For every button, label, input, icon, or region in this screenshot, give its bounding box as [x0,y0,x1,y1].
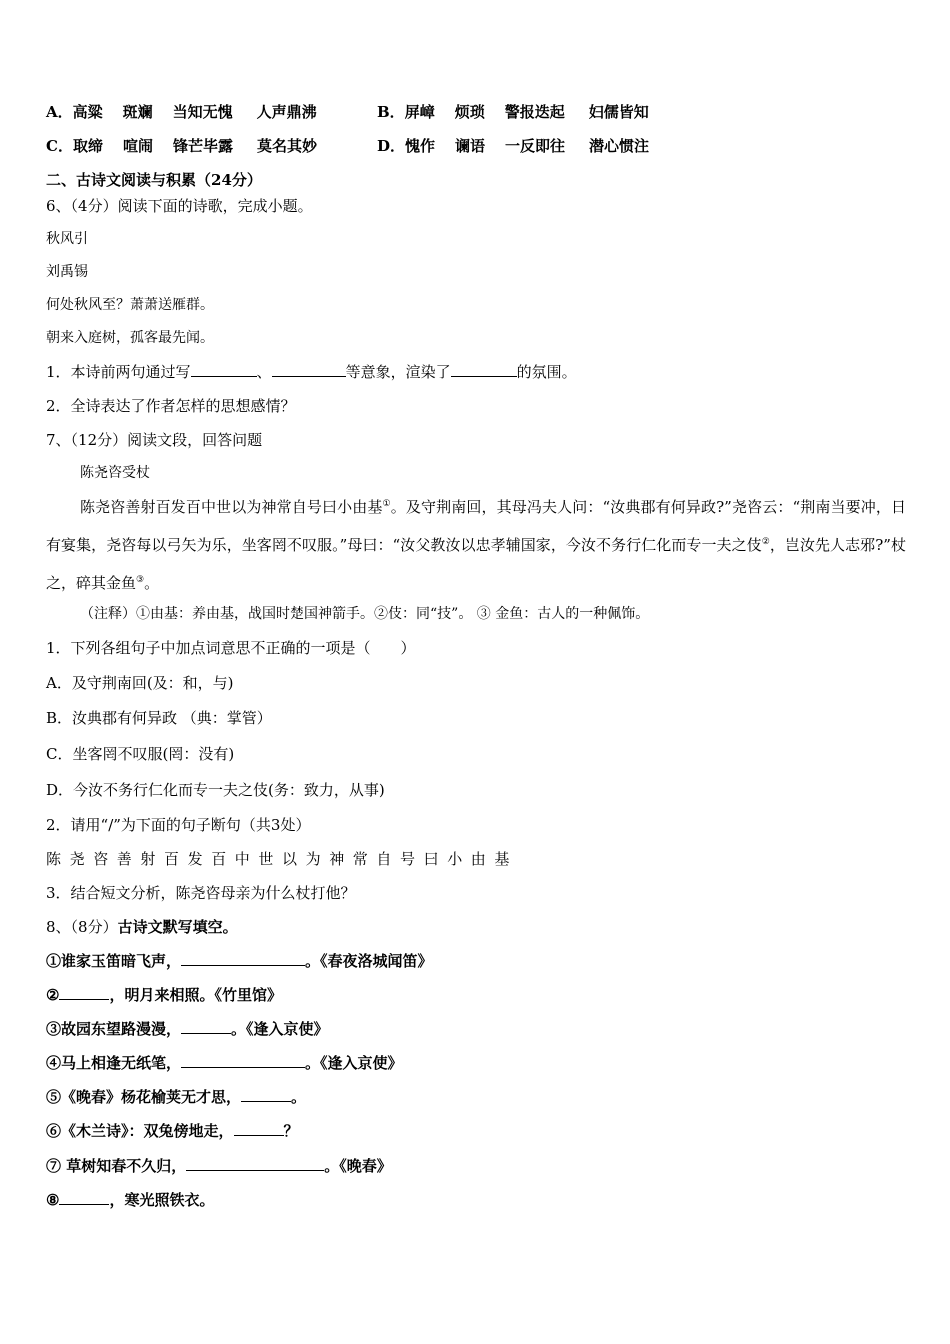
option-c-label: C． [46,137,73,155]
answer-blank[interactable] [59,985,109,1000]
recite-text: ⑤《晚春》杨花榆荚无才思， [46,1088,242,1106]
option-word: 当知无愧 [172,103,233,121]
recite-text: ？ [283,1122,299,1140]
footnote-marker: ② [761,537,770,547]
option-b [377,102,649,122]
answer-blank[interactable] [186,1156,324,1171]
q6-sub1 [46,362,577,382]
poem-line-2: 朝来入庭树，孤客最先闻。 [46,330,214,346]
recite-item-4 [46,1053,403,1073]
q6-sub1-sep: 、 [256,363,272,381]
q7-sentence: 陈尧咨善射百发百中世以为神常自号曰小由基 [46,850,519,868]
answer-blank[interactable] [241,1087,291,1102]
option-a-label: A． [46,103,73,121]
option-word: 高粱 [72,103,103,121]
recite-text: ，寒光照铁衣。 [109,1191,215,1209]
recite-item-7 [46,1156,392,1176]
q6-sub1-pre: 1．本诗前两句通过写 [46,363,191,381]
option-b-label: B． [377,103,405,121]
option-word: 斑斓 [122,103,153,121]
option-word: 烦琐 [454,103,485,121]
q6-sub2: 2．全诗表达了作者怎样的思想感情？ [46,397,296,415]
recite-text: ⑦ 草树知春不久归， [46,1157,187,1175]
recite-text: ④马上相逢无纸笔， [46,1054,182,1072]
passage-title: 陈尧咨受杖 [80,465,150,481]
recite-text: ⑧ [46,1191,60,1209]
recite-text: ③故园东望路漫漫， [46,1020,182,1038]
answer-blank[interactable] [181,1019,231,1034]
answer-blank[interactable] [234,1121,284,1136]
section-title: 二、古诗文阅读与积累（24分） [46,171,262,189]
passage-paragraph [46,488,906,602]
q7-option-a: A．及守荆南回(及：和，与) [46,674,234,692]
option-word: 人声鼎沸 [256,103,317,121]
recite-text: ② [46,986,60,1004]
poem-line-1: 何处秋风至？萧萧送雁群。 [46,297,214,313]
recite-text: 。 [291,1088,307,1106]
option-word: 警报迭起 [504,103,565,121]
q7-sub2: 2．请用“/”为下面的句子断句（共3处） [46,816,311,834]
option-word: 喧闹 [122,137,153,155]
option-word: 屏嶂 [404,103,435,121]
recite-item-1 [46,951,433,971]
option-word: 妇儒皆知 [588,103,649,121]
recite-text: 。《春夜洛城闻笛》 [305,952,433,970]
recite-item-2 [46,985,282,1005]
answer-blank[interactable] [272,362,346,377]
recite-item-5 [46,1087,306,1107]
recite-text: ，明月来相照。《竹里馆》 [109,986,282,1004]
answer-blank[interactable] [181,1053,305,1068]
recite-text: 。《逢入京使》 [231,1020,329,1038]
q7-sub1: 1．下列各组句子中加点词意思不正确的一项是（ ） [46,639,416,657]
passage-text: 。及守荆南回，其母冯夫人问：“汝典郡有何异政?”尧咨云：“荆南当要冲，日有宴集，尧咨每以弓矢为乐，坐客罔不叹服。”母曰：“汝父教汝以忠孝辅国家，今汝不务行仁化而专一夫之伎 [46,498,906,554]
q7-option-d: D．今汝不务行仁化而专一夫之伎(务：致力，从事) [46,781,385,799]
option-word: 谰语 [455,137,486,155]
q7-sub3: 3．结合短文分析，陈尧咨母亲为什么杖打他？ [46,884,356,902]
q7-header: 7、（12分）阅读文段，回答问题 [46,431,263,449]
q7-option-b: B．汝典郡有何异政 （典：掌管） [46,709,272,727]
q6-sub1-mid: 等意象，渲染了 [345,363,451,381]
answer-blank[interactable] [59,1190,109,1205]
passage-text: 陈尧咨善射百发百中世以为神常自号曰小由基 [80,498,383,516]
answer-blank[interactable] [181,951,305,966]
option-word: 取缔 [72,137,103,155]
recite-text: ⑥《木兰诗》：双兔傍地走， [46,1122,234,1140]
answer-blank[interactable] [451,362,517,377]
recite-item-8 [46,1190,214,1210]
recite-text: 。《逢入京使》 [305,1054,403,1072]
recite-item-3 [46,1019,329,1039]
passage-notes: （注释）①由基：养由基，战国时楚国神箭手。②伎：同“技”。 ③ 金鱼：古人的一种佩饰。 [80,606,650,622]
recite-text: 。《晚春》 [324,1157,392,1175]
option-c [46,136,317,156]
option-a [46,102,317,122]
option-word: 莫名其妙 [256,137,317,155]
recite-text: ①谁家玉笛暗飞声， [46,952,182,970]
passage-text: ，岂汝先人志邪?”杖之，碎其金鱼 [46,536,907,592]
option-d [377,136,649,156]
q8-header [46,917,238,937]
q6-sub1-post: 的氛围。 [516,363,577,381]
poem-author: 刘禹锡 [46,264,88,280]
answer-blank[interactable] [191,362,257,377]
option-word: 潜心惯注 [589,137,650,155]
passage-text: 。 [144,574,160,592]
q8-header-number: 8、（8分） [46,918,118,936]
option-word: 锋芒毕露 [172,137,233,155]
recite-item-6 [46,1121,299,1141]
poem-title: 秋风引 [46,231,88,247]
q7-option-c: C．坐客罔不叹服(罔：没有) [46,745,235,763]
q6-header: 6、（4分）阅读下面的诗歌，完成小题。 [46,197,313,215]
footnote-marker: ③ [136,575,145,585]
option-word: 一反即往 [505,137,566,155]
option-word: 愧作 [405,137,436,155]
q8-header-title: 古诗文默写填空。 [117,918,238,936]
footnote-marker: ① [382,499,391,509]
option-d-label: D． [377,137,406,155]
